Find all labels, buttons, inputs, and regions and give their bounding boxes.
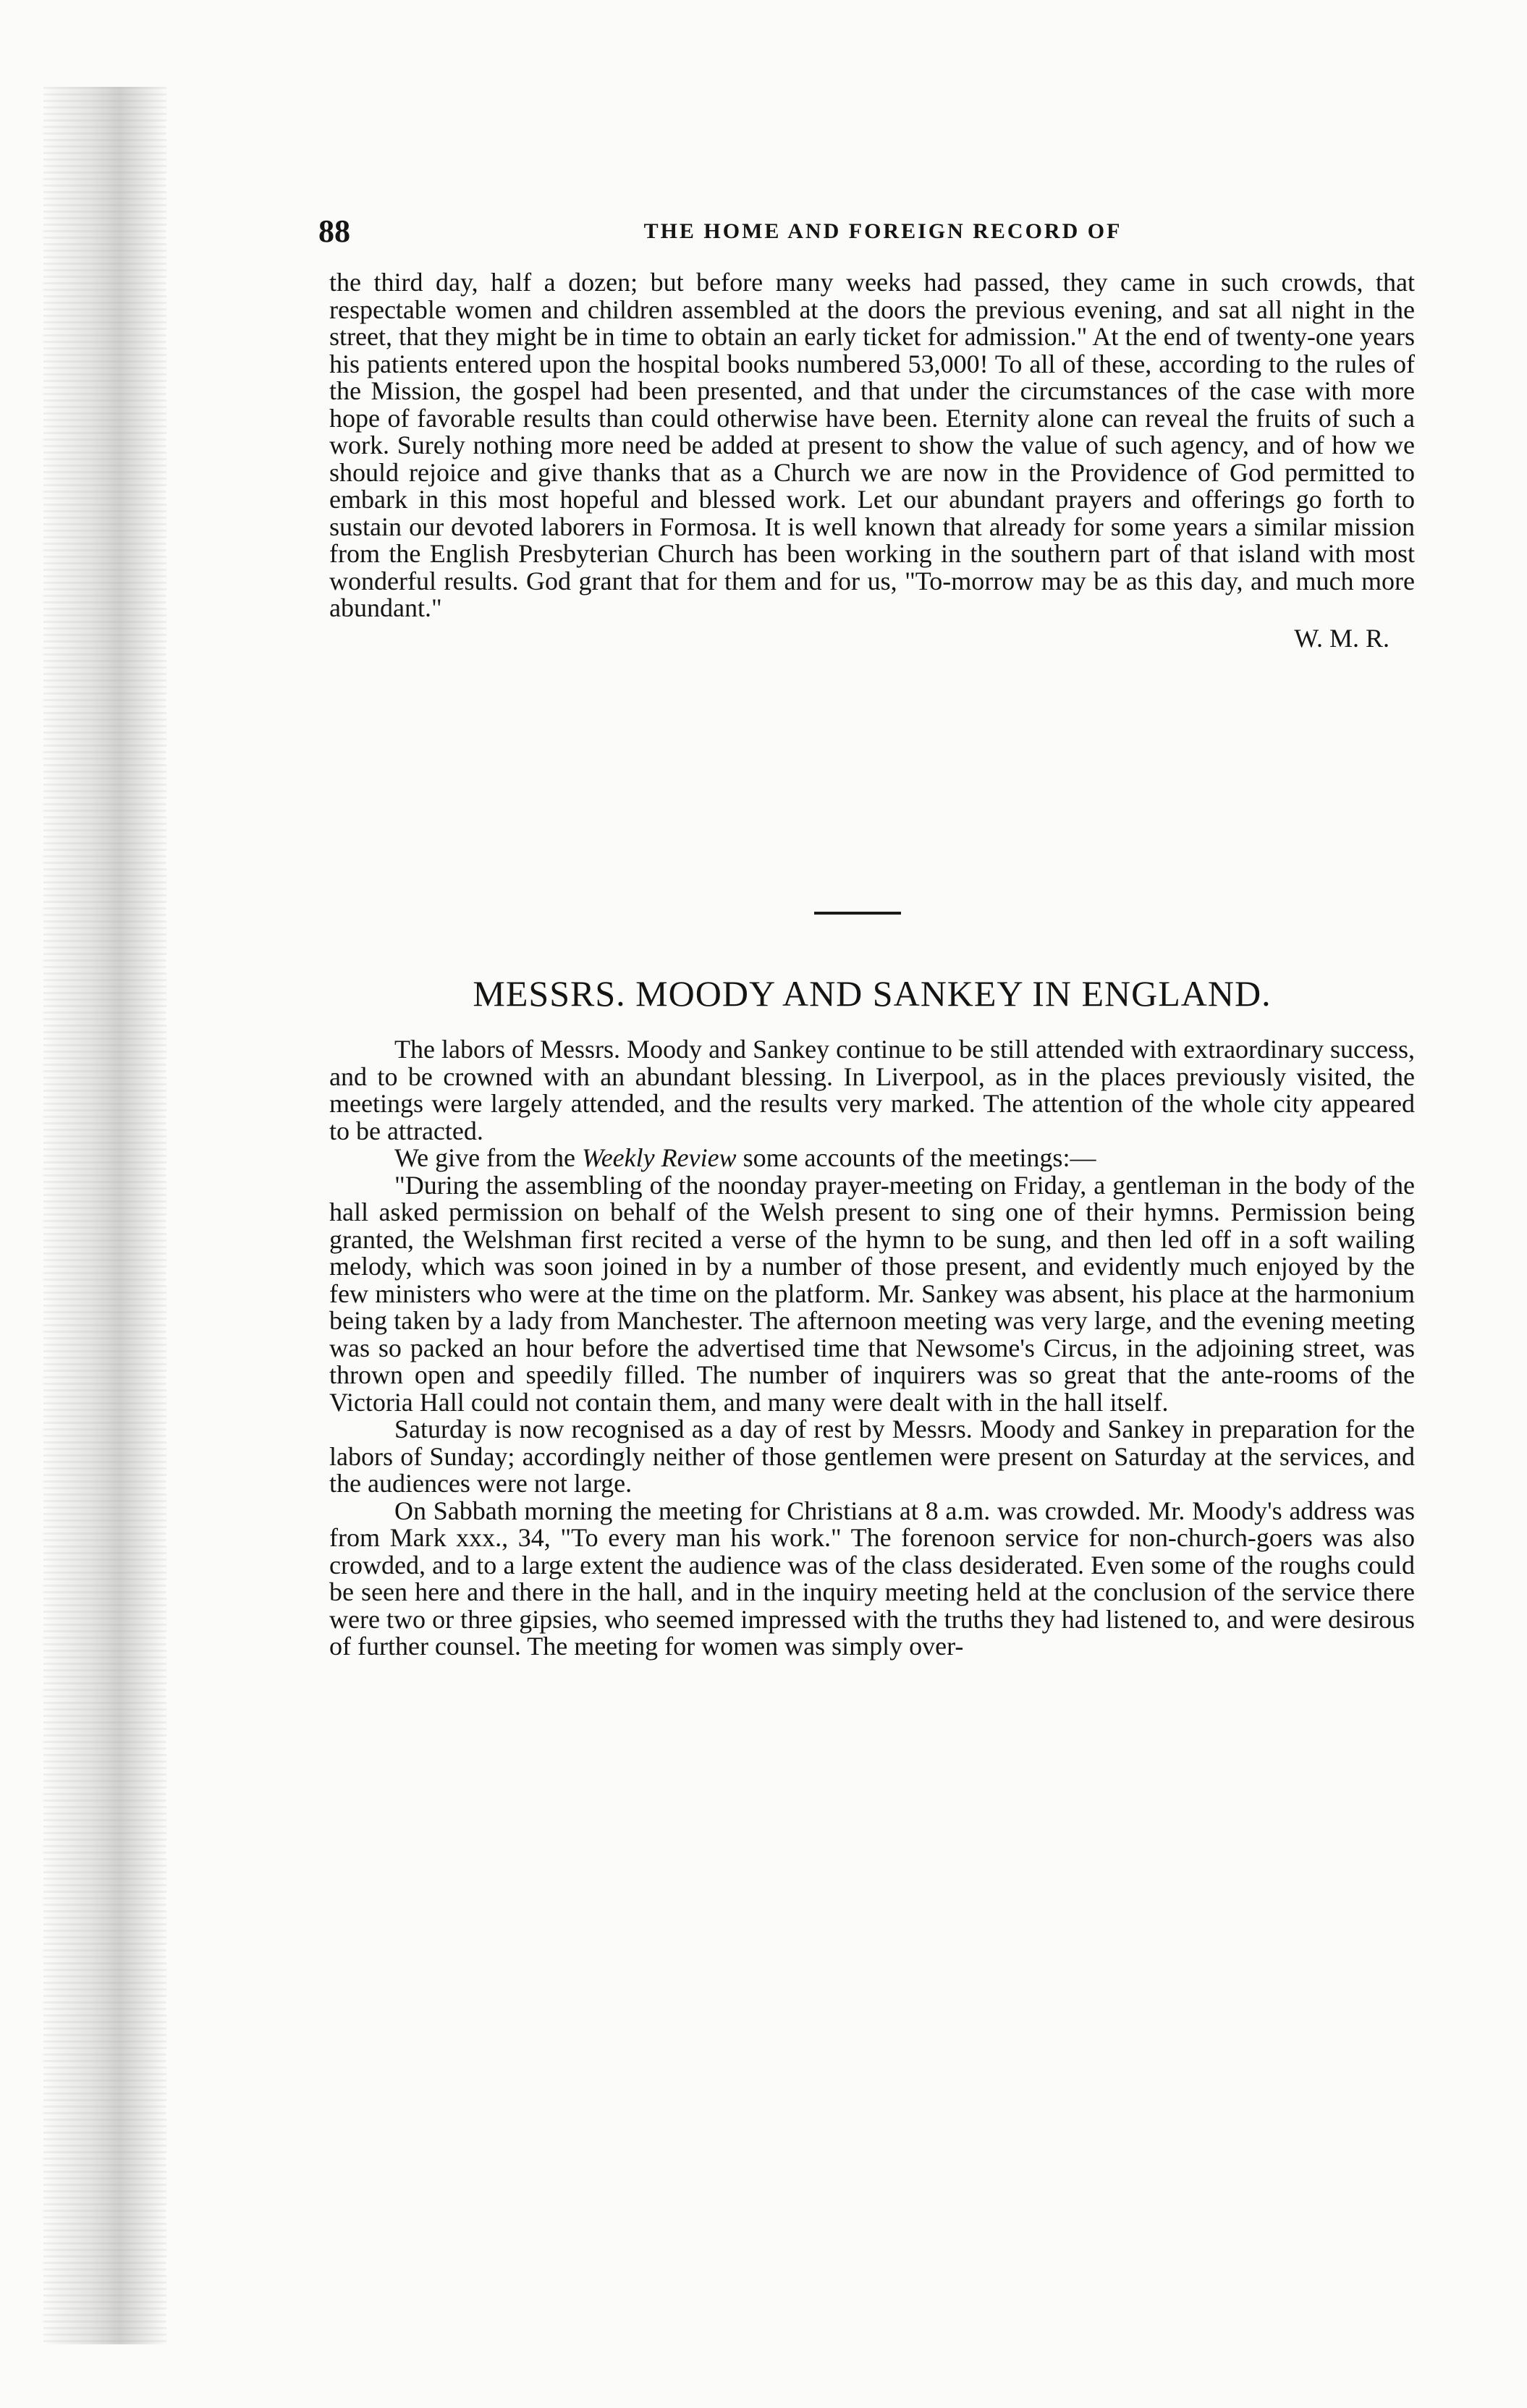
- article-paragraph-4: Saturday is now recognised as a day of rest by Messrs. Moody and Sankey in preparation for the labors of Sunday; accordingly neither of those gentlemen were present on Saturday at the services, and the audiences were not large.: [329, 1415, 1415, 1498]
- paragraph-2-lead: We give from the: [394, 1143, 583, 1172]
- article-title: MESSRS. MOODY AND SANKEY IN ENGLAND.: [473, 973, 1272, 1014]
- section-divider: [814, 912, 901, 915]
- page-number: 88: [318, 213, 350, 249]
- continued-section: [329, 269, 1415, 653]
- running-title: THE HOME AND FOREIGN RECORD OF: [643, 219, 1122, 243]
- continued-paragraph: the third day, half a dozen; but before many weeks had passed, they came in such crowds, that respectable women and children assembled at the doors the previous evening, and sat all night in the street, that they might be in time to obtain an early ticket for admission." At the end of twenty-one years his patients entered upon the hospital books numbered 53,000! To all of these, according to the rules of the Mission, the gospel had been presented, and that under the circumstances of the case with more hope of favorable results than could otherwise have been. Eternity alone can reveal the fruits of such a work. Surely nothing more need be added at present to show the value of such agency, and of how we should rejoice and give thanks that as a Church we are now in the Providence of God permitted to embark in this most hopeful and blessed work. Let our abundant prayers and offerings go forth to sustain our devoted laborers in Formosa. It is well known that already for some years a similar mission from the English Presbyterian Church has been working in the southern part of that island with most wonderful results. God grant that for them and for us, "To-morrow may be as this day, and much more abundant.": [329, 268, 1415, 622]
- article-paragraph-1: The labors of Messrs. Moody and Sankey continue to be still attended with extraordinary success, and to be crowned with an abundant blessing. In Liverpool, as in the places previously visited, the meetings were largely attended, and the results very marked. The attention of the whole city appeared to be attracted.: [329, 1035, 1415, 1145]
- signature: W. M. R.: [1294, 623, 1389, 653]
- running-head: [318, 210, 1418, 253]
- article-paragraph-3: "During the assembling of the noonday prayer-meeting on Friday, a gentleman in the body of the hall asked permission on behalf of the Welsh present to sing one of their hymns. Permission being granted, the Welshman first recited a verse of the hymn to be sung, and then led off in a soft wailing melody, which was soon joined in by a number of those present, and evidently much enjoyed by the few ministers who were at the time on the platform. Mr. Sankey was absent, his place at the harmonium being taken by a lady from Manchester. The afternoon meeting was very large, and the evening meeting was so packed an hour before the advertised time that Newsome's Circus, in the adjoining street, was thrown open and speedily filled. The number of inquirers was so great that the ante-rooms of the Victoria Hall could not contain them, and many were dealt with in the hall itself.: [329, 1170, 1415, 1417]
- article-paragraph-5: On Sabbath morning the meeting for Christians at 8 a.m. was crowded. Mr. Moody's address was from Mark xxx., 34, "To every man his work." The forenoon service for non-church-goers was also crowded, and to a large extent the audience was of the class desiderated. Even some of the roughs could be seen here and there in the hall, and in the inquiry meeting held at the conclusion of the service there were two or three gipsies, who seemed impressed with the truths they had listened to, and were desirous of further counsel. The meeting for women was simply over-: [329, 1496, 1415, 1661]
- weekly-review-title: Weekly Review: [582, 1143, 737, 1172]
- paragraph-2-tail: some accounts of the meetings:—: [736, 1143, 1096, 1172]
- article-body: [329, 1036, 1415, 1661]
- scanned-gutter-shadow: [43, 87, 166, 2344]
- article-paragraph-2: [329, 1145, 1415, 1172]
